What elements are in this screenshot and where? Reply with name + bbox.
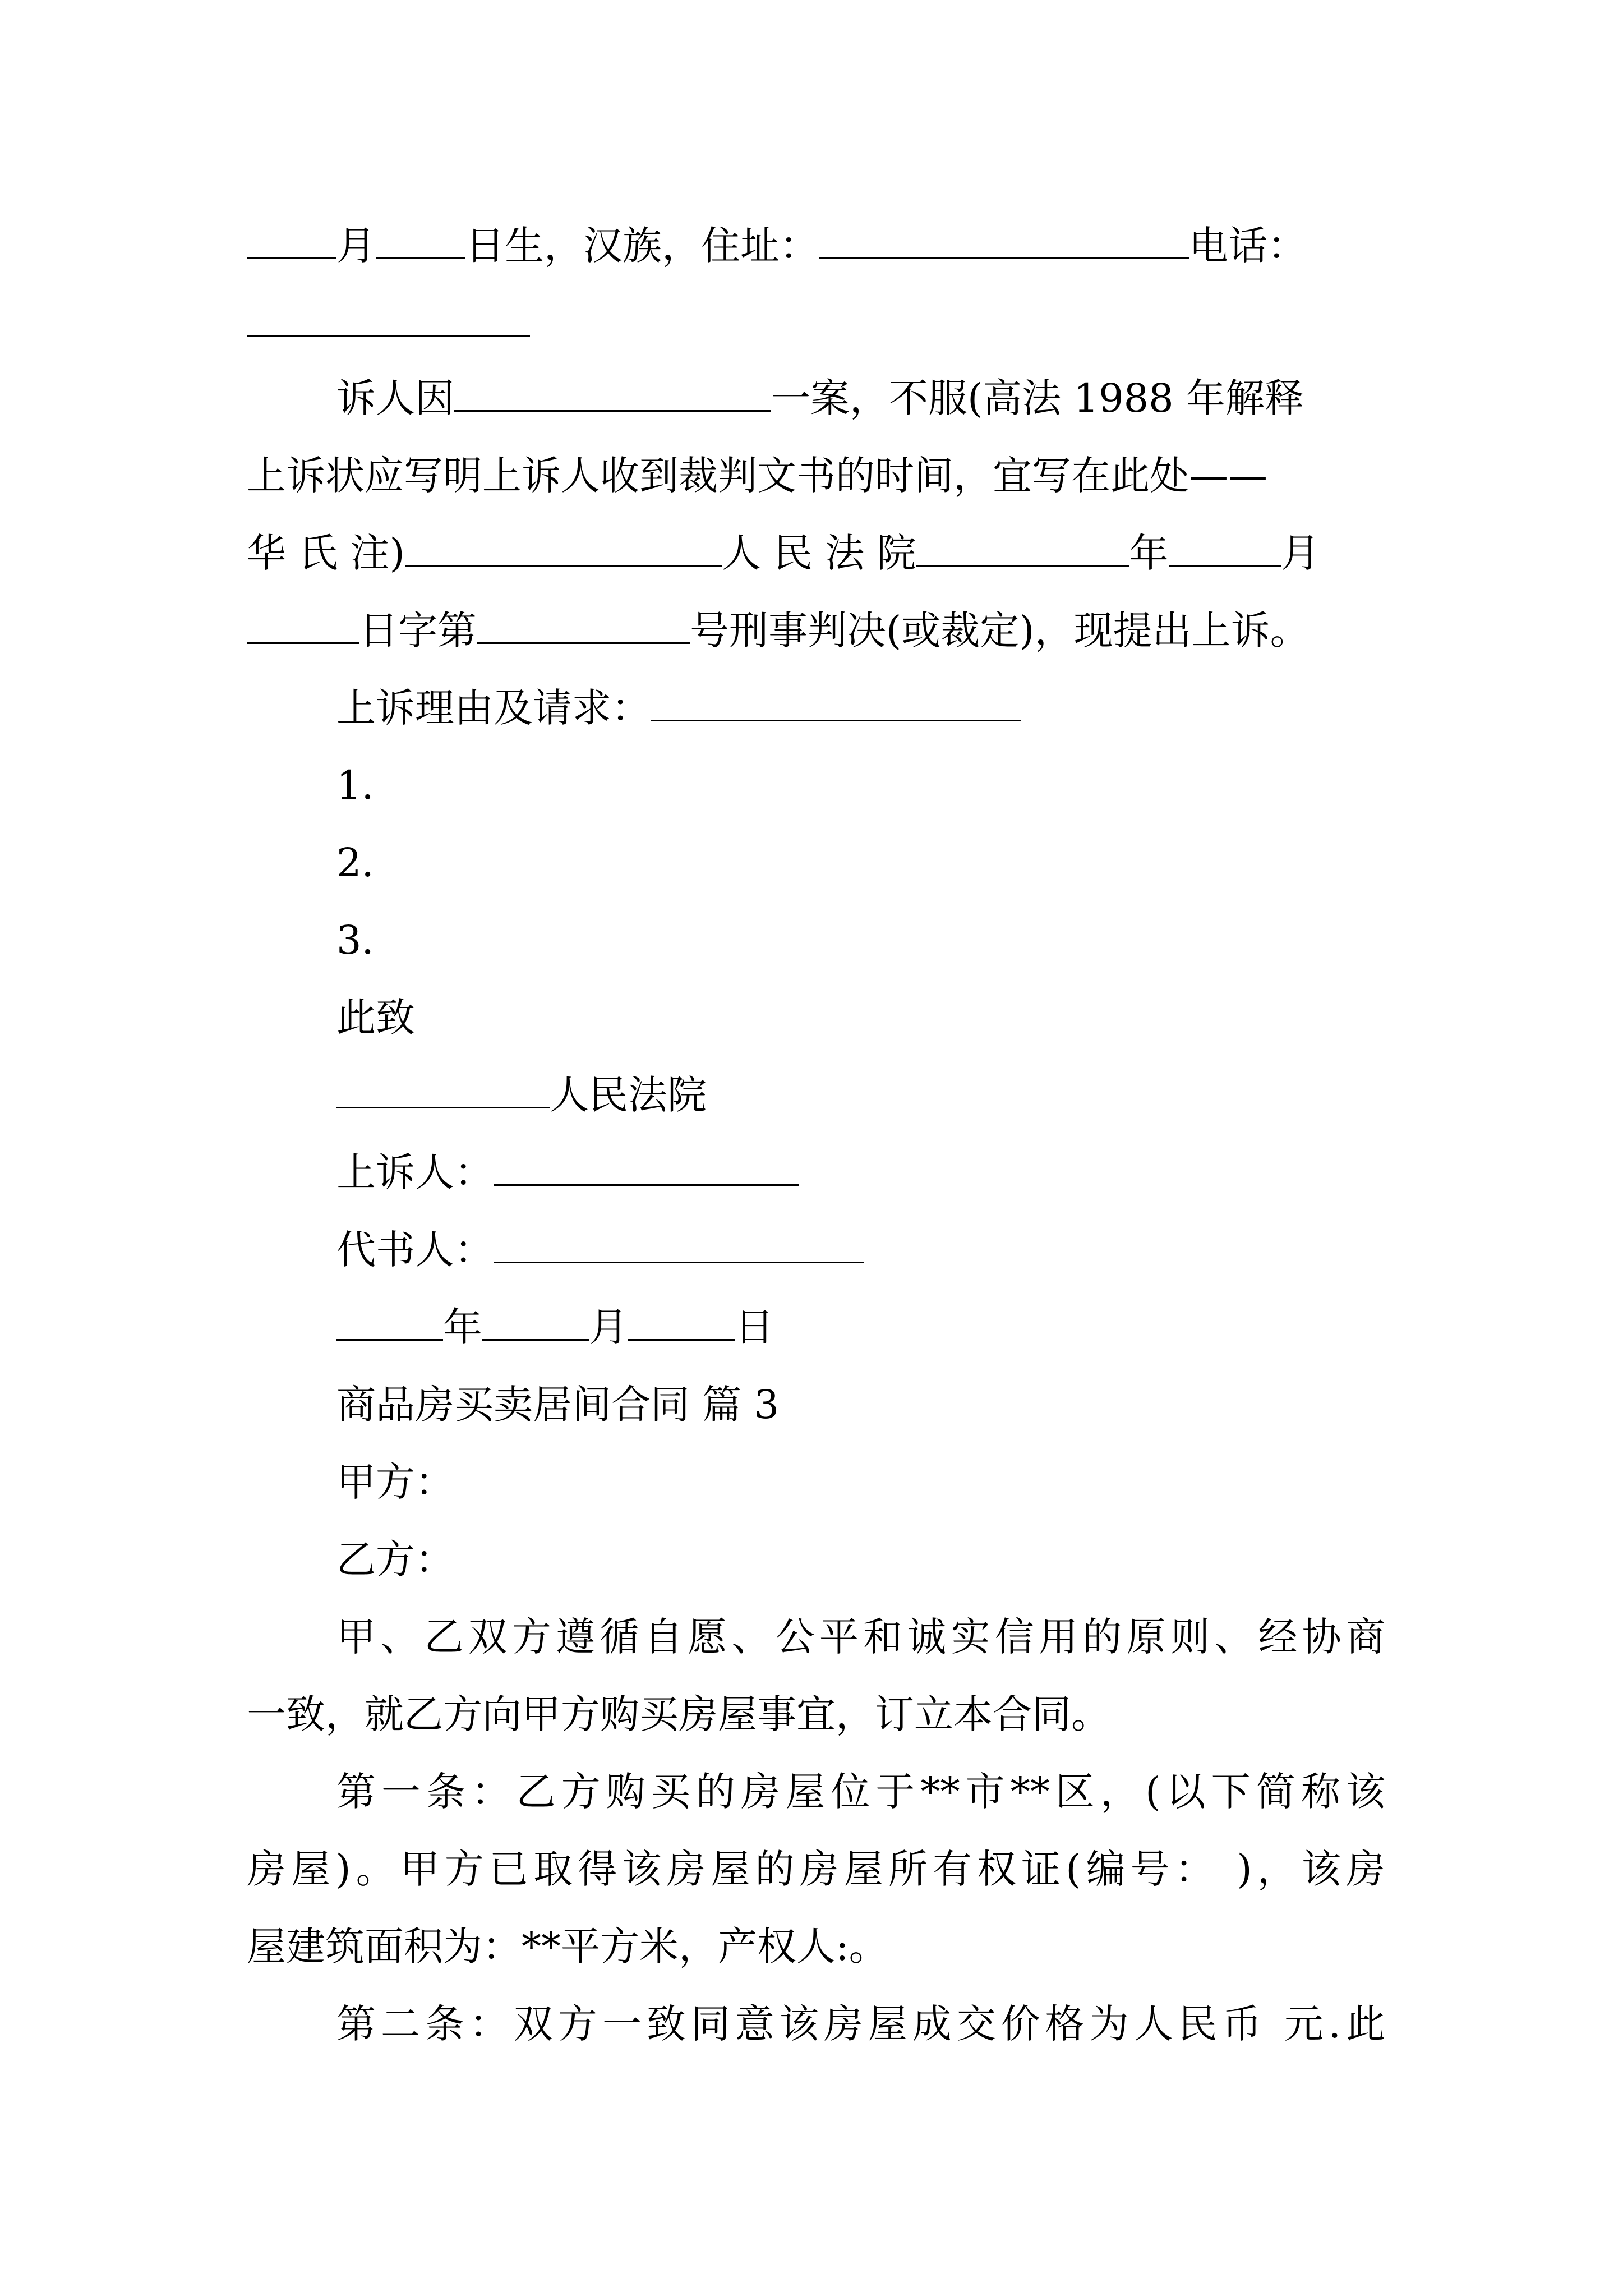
blank-line[interactable] <box>376 224 465 259</box>
party-a-line: 甲方： <box>336 1459 454 1505</box>
blank-line[interactable] <box>494 1151 799 1186</box>
party-b-line: 乙方： <box>336 1536 454 1582</box>
court-line: 人民法院 <box>336 1067 1385 1123</box>
blank-line[interactable] <box>482 1305 589 1341</box>
blank-line[interactable] <box>477 609 690 644</box>
blank-line[interactable] <box>819 224 1189 259</box>
blank-line[interactable] <box>628 1305 735 1341</box>
text-line: 房屋)。甲方已取得该房屋的房屋所有权证(编号： )，该房 <box>247 1846 1385 1892</box>
blank-line[interactable] <box>405 531 722 567</box>
list-item: 1. <box>336 762 374 808</box>
blank-line[interactable] <box>336 1305 443 1341</box>
text-line: 第一条：乙方购买的房屋位于**市**区，(以下简称该 <box>336 1769 1385 1815</box>
text-line: 华 氏 注) 人 民 法 院 年 月 <box>247 530 1320 576</box>
text-line: 上诉理由及请求： <box>336 680 1385 736</box>
section-title: 商品房买卖居间合同 篇 3 <box>336 1382 780 1428</box>
blank-line[interactable] <box>651 686 1021 721</box>
date-line: 年 月 日 <box>336 1299 1385 1355</box>
text-line: 上诉状应写明上诉人收到裁判文书的时间，宜写在此处—— <box>247 453 1267 499</box>
blank-line[interactable] <box>494 1228 864 1263</box>
salutation: 此致 <box>336 995 415 1041</box>
scribe-line: 代书人： <box>336 1222 1385 1278</box>
text-line: 一致，就乙方向甲方购买房屋事宜，订立本合同。 <box>247 1691 1110 1737</box>
text-line: 第二条：双方一致同意该房屋成交价格为人民币 元.此 <box>336 2001 1385 2047</box>
text-line: 诉人因 一案，不服(高法 1988 年解释 <box>336 375 1304 421</box>
blank-line[interactable] <box>247 224 336 259</box>
text-line: 日字第 号刑事判决(或裁定)，现提出上诉。 <box>247 602 1385 659</box>
blank-line[interactable] <box>1169 531 1281 567</box>
text-line: 甲、乙双方遵循自愿、公平和诚实信用的原则、经协商 <box>336 1614 1385 1660</box>
text-line: 月 日生，汉族，住址： 电话： <box>247 218 1385 274</box>
text-line: 屋建筑面积为：**平方米，产权人:。 <box>247 1924 888 1970</box>
blank-line[interactable] <box>916 531 1129 567</box>
list-item: 3. <box>336 917 374 963</box>
blank-line[interactable] <box>454 376 771 412</box>
blank-line[interactable] <box>247 335 530 337</box>
appellant-line: 上诉人： <box>336 1144 1385 1200</box>
list-item: 2. <box>336 840 374 886</box>
blank-line[interactable] <box>336 1073 550 1108</box>
blank-line[interactable] <box>247 609 359 644</box>
